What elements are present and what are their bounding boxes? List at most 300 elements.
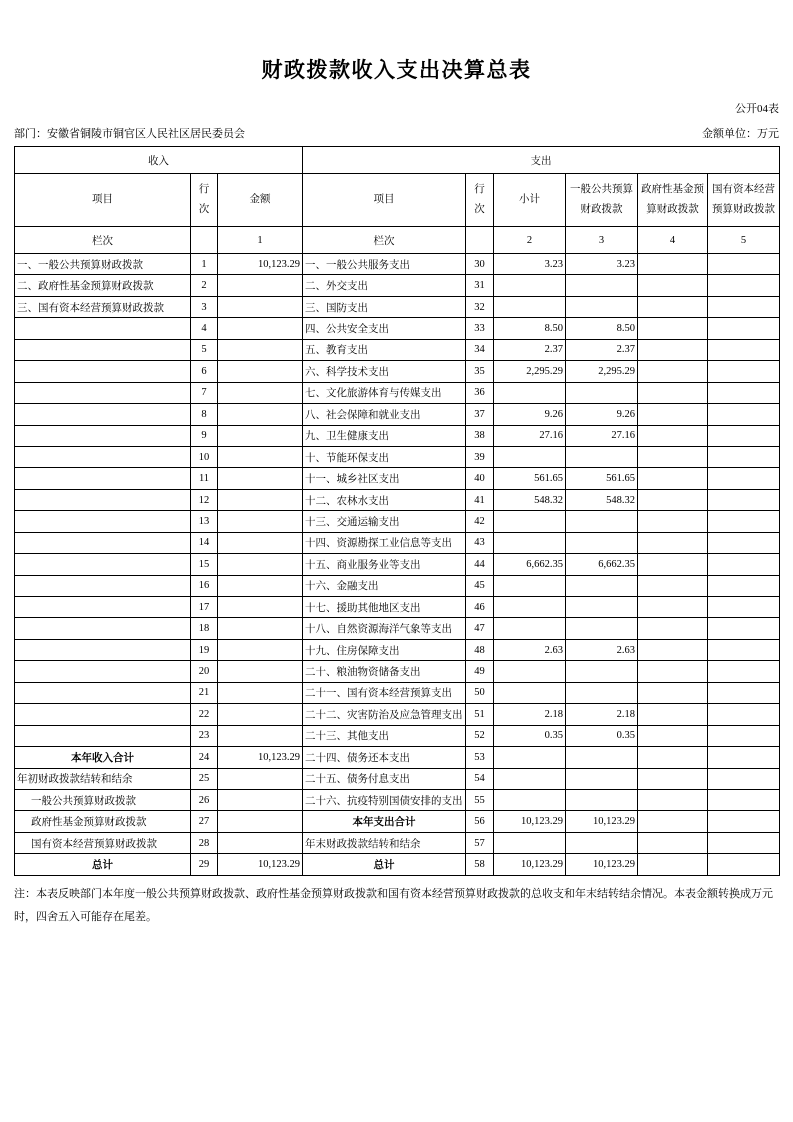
expense-line-no-cell: 31	[466, 275, 494, 296]
income-item-cell	[15, 704, 191, 725]
income-item-cell	[15, 404, 191, 425]
income-line-no-cell: 11	[191, 468, 218, 489]
income-amount-cell	[218, 511, 303, 532]
expense-item-cell: 六、科学技术支出	[303, 361, 466, 382]
expense-line-no-cell: 45	[466, 575, 494, 596]
table-row	[15, 811, 780, 832]
col-header-subtotal: 小计	[494, 174, 566, 227]
expense-state-capital-cell	[708, 489, 780, 510]
table-row	[15, 532, 780, 553]
col-header-state-capital: 国有资本经营预算财政拨款	[708, 174, 780, 227]
income-line-no-cell: 12	[191, 489, 218, 510]
expense-general-budget-cell	[566, 768, 638, 789]
expense-gov-fund-cell	[638, 446, 708, 467]
income-amount-cell	[218, 725, 303, 746]
expense-subtotal-cell: 561.65	[494, 468, 566, 489]
expense-general-budget-cell	[566, 575, 638, 596]
income-line-no-cell: 24	[191, 747, 218, 768]
expense-gov-fund-cell	[638, 597, 708, 618]
col-header-amount: 金额	[218, 174, 303, 227]
expense-item-cell: 十二、农林水支出	[303, 489, 466, 510]
expense-line-no-cell: 55	[466, 789, 494, 810]
lanci-income-label: 栏次	[15, 227, 191, 254]
expense-item-cell: 二十五、债务付息支出	[303, 768, 466, 789]
income-item-cell: 政府性基金预算财政拨款	[15, 811, 191, 832]
table-row	[15, 725, 780, 746]
expense-state-capital-cell	[708, 446, 780, 467]
expense-state-capital-cell	[708, 789, 780, 810]
expense-subtotal-cell: 2,295.29	[494, 361, 566, 382]
expense-gov-fund-cell	[638, 425, 708, 446]
expense-state-capital-cell	[708, 639, 780, 660]
expense-gov-fund-cell	[638, 854, 708, 875]
expense-general-budget-cell	[566, 446, 638, 467]
income-item-cell	[15, 318, 191, 339]
expense-subtotal-cell	[494, 747, 566, 768]
expense-item-cell: 二十二、灾害防治及应急管理支出	[303, 704, 466, 725]
expense-subtotal-cell: 8.50	[494, 318, 566, 339]
expense-general-budget-cell	[566, 682, 638, 703]
income-item-cell	[15, 361, 191, 382]
income-item-cell	[15, 661, 191, 682]
expense-subtotal-cell	[494, 575, 566, 596]
expense-general-budget-cell	[566, 789, 638, 810]
expense-state-capital-cell	[708, 597, 780, 618]
expense-subtotal-cell: 2.18	[494, 704, 566, 725]
expense-state-capital-cell	[708, 382, 780, 403]
income-amount-cell	[218, 704, 303, 725]
table-row	[15, 661, 780, 682]
income-item-cell	[15, 575, 191, 596]
expense-item-cell: 十八、自然资源海洋气象等支出	[303, 618, 466, 639]
expense-gov-fund-cell	[638, 554, 708, 575]
table-row	[15, 639, 780, 660]
income-item-cell: 二、政府性基金预算财政拨款	[15, 275, 191, 296]
income-item-cell	[15, 339, 191, 360]
expense-state-capital-cell	[708, 532, 780, 553]
expense-subtotal-cell: 10,123.29	[494, 854, 566, 875]
expense-item-cell: 二十、粮油物资储备支出	[303, 661, 466, 682]
expense-gov-fund-cell	[638, 661, 708, 682]
unit-label: 金额单位：万元	[702, 128, 779, 140]
income-line-no-cell: 25	[191, 768, 218, 789]
expense-line-no-cell: 51	[466, 704, 494, 725]
income-amount-cell	[218, 618, 303, 639]
income-line-no-cell: 15	[191, 554, 218, 575]
expense-line-no-cell: 32	[466, 296, 494, 317]
expense-general-budget-cell: 3.23	[566, 254, 638, 275]
expense-gov-fund-cell	[638, 339, 708, 360]
expense-gov-fund-cell	[638, 639, 708, 660]
expense-line-no-cell: 37	[466, 404, 494, 425]
expense-line-no-cell: 54	[466, 768, 494, 789]
expense-general-budget-cell	[566, 296, 638, 317]
income-line-no-cell: 8	[191, 404, 218, 425]
expense-gov-fund-cell	[638, 704, 708, 725]
expense-item-cell: 五、教育支出	[303, 339, 466, 360]
expense-general-budget-cell: 2.37	[566, 339, 638, 360]
income-amount-cell	[218, 404, 303, 425]
expense-subtotal-cell	[494, 446, 566, 467]
income-line-no-cell: 27	[191, 811, 218, 832]
expense-gov-fund-cell	[638, 789, 708, 810]
expense-subtotal-cell	[494, 597, 566, 618]
expense-item-cell: 十一、城乡社区支出	[303, 468, 466, 489]
income-amount-cell	[218, 597, 303, 618]
expense-item-cell: 四、公共安全支出	[303, 318, 466, 339]
col-header-general-budget: 一般公共预算财政拨款	[566, 174, 638, 227]
expense-line-no-cell: 36	[466, 382, 494, 403]
table-row	[15, 446, 780, 467]
table-row	[15, 554, 780, 575]
expense-subtotal-cell	[494, 296, 566, 317]
income-amount-cell	[218, 575, 303, 596]
income-amount-cell	[218, 811, 303, 832]
expense-state-capital-cell	[708, 318, 780, 339]
col-header-expense-line: 行次	[466, 174, 494, 227]
col-header-income-line: 行次	[191, 174, 218, 227]
income-line-no-cell: 26	[191, 789, 218, 810]
lanci-expense-line-blank	[466, 227, 494, 254]
income-amount-cell	[218, 361, 303, 382]
expense-general-budget-cell	[566, 661, 638, 682]
income-item-cell	[15, 597, 191, 618]
expense-gov-fund-cell	[638, 318, 708, 339]
expense-general-budget-cell: 548.32	[566, 489, 638, 510]
expense-general-budget-cell: 10,123.29	[566, 811, 638, 832]
expense-gov-fund-cell	[638, 296, 708, 317]
lanci-col-4: 4	[638, 227, 708, 254]
expense-item-cell: 十六、金融支出	[303, 575, 466, 596]
expense-gov-fund-cell	[638, 532, 708, 553]
expense-gov-fund-cell	[638, 275, 708, 296]
expense-state-capital-cell	[708, 254, 780, 275]
expense-general-budget-cell: 0.35	[566, 725, 638, 746]
income-line-no-cell: 13	[191, 511, 218, 532]
expense-item-cell: 七、文化旅游体育与传媒支出	[303, 382, 466, 403]
income-item-cell: 国有资本经营预算财政拨款	[15, 832, 191, 853]
income-line-no-cell: 22	[191, 704, 218, 725]
expense-gov-fund-cell	[638, 575, 708, 596]
income-amount-cell	[218, 768, 303, 789]
expense-state-capital-cell	[708, 554, 780, 575]
expense-state-capital-cell	[708, 339, 780, 360]
expense-subtotal-cell: 27.16	[494, 425, 566, 446]
expense-state-capital-cell	[708, 661, 780, 682]
expense-general-budget-cell	[566, 747, 638, 768]
note-text: 注：本表反映部门本年度一般公共预算财政拨款、政府性基金预算财政拨款和国有资本经营预算财政拨款的总收支和年末结转结余情况。本表金额转换成万元时，四舍五入可能存在尾差。	[14, 887, 773, 923]
lanci-col-2: 2	[494, 227, 566, 254]
expense-general-budget-cell: 9.26	[566, 404, 638, 425]
income-line-no-cell: 6	[191, 361, 218, 382]
income-item-cell	[15, 468, 191, 489]
income-amount-cell	[218, 661, 303, 682]
expense-subtotal-cell	[494, 682, 566, 703]
income-amount-cell	[218, 832, 303, 853]
expense-subtotal-cell	[494, 832, 566, 853]
fiscal-appropriation-table	[14, 146, 780, 876]
expense-item-cell: 十五、商业服务业等支出	[303, 554, 466, 575]
income-amount-cell	[218, 339, 303, 360]
column-header-row	[15, 174, 780, 227]
income-item-cell: 总计	[15, 854, 191, 875]
table-row	[15, 575, 780, 596]
income-item-cell	[15, 382, 191, 403]
income-amount-cell: 10,123.29	[218, 854, 303, 875]
expense-state-capital-cell	[708, 832, 780, 853]
expense-item-cell: 一、一般公共服务支出	[303, 254, 466, 275]
income-item-cell	[15, 639, 191, 660]
lanci-income-line-blank	[191, 227, 218, 254]
income-amount-cell	[218, 789, 303, 810]
expense-item-cell: 九、卫生健康支出	[303, 425, 466, 446]
expense-general-budget-cell: 2.18	[566, 704, 638, 725]
expense-general-budget-cell	[566, 832, 638, 853]
expense-item-cell: 二、外交支出	[303, 275, 466, 296]
income-line-no-cell: 5	[191, 339, 218, 360]
expense-item-cell: 十七、援助其他地区支出	[303, 597, 466, 618]
expense-state-capital-cell	[708, 747, 780, 768]
expense-subtotal-cell: 2.63	[494, 639, 566, 660]
table-row	[15, 425, 780, 446]
table-row	[15, 511, 780, 532]
income-amount-cell	[218, 468, 303, 489]
expense-line-no-cell: 30	[466, 254, 494, 275]
table-row	[15, 382, 780, 403]
table-row	[15, 339, 780, 360]
expense-item-cell: 十九、住房保障支出	[303, 639, 466, 660]
expense-line-no-cell: 53	[466, 747, 494, 768]
income-item-cell	[15, 446, 191, 467]
department-label: 部门：安徽省铜陵市铜官区人民社区居民委员会	[14, 128, 245, 140]
expense-gov-fund-cell	[638, 511, 708, 532]
income-amount-cell	[218, 275, 303, 296]
income-amount-cell	[218, 682, 303, 703]
table-row	[15, 704, 780, 725]
expense-item-cell: 年末财政拨款结转和结余	[303, 832, 466, 853]
expense-line-no-cell: 35	[466, 361, 494, 382]
table-row	[15, 618, 780, 639]
income-amount-cell: 10,123.29	[218, 747, 303, 768]
income-amount-cell	[218, 318, 303, 339]
income-line-no-cell: 29	[191, 854, 218, 875]
expense-item-cell: 二十一、国有资本经营预算支出	[303, 682, 466, 703]
table-row	[15, 747, 780, 768]
expense-line-no-cell: 42	[466, 511, 494, 532]
expense-item-cell: 本年支出合计	[303, 811, 466, 832]
expense-item-cell: 二十三、其他支出	[303, 725, 466, 746]
table-row	[15, 597, 780, 618]
expense-general-budget-cell: 10,123.29	[566, 854, 638, 875]
income-amount-cell	[218, 532, 303, 553]
expense-section-header: 支出	[303, 147, 780, 174]
expense-subtotal-cell	[494, 789, 566, 810]
table-code-label: 公开04表	[735, 103, 779, 115]
table-row	[15, 404, 780, 425]
expense-state-capital-cell	[708, 575, 780, 596]
expense-gov-fund-cell	[638, 468, 708, 489]
page-title: 财政拨款收入支出决算总表	[261, 59, 532, 82]
expense-state-capital-cell	[708, 468, 780, 489]
income-line-no-cell: 21	[191, 682, 218, 703]
table-row	[15, 361, 780, 382]
income-item-cell: 本年收入合计	[15, 747, 191, 768]
income-amount-cell	[218, 489, 303, 510]
expense-state-capital-cell	[708, 768, 780, 789]
expense-general-budget-cell	[566, 511, 638, 532]
expense-subtotal-cell: 6,662.35	[494, 554, 566, 575]
expense-item-cell: 十、节能环保支出	[303, 446, 466, 467]
income-line-no-cell: 7	[191, 382, 218, 403]
income-line-no-cell: 18	[191, 618, 218, 639]
expense-line-no-cell: 58	[466, 854, 494, 875]
income-amount-cell	[218, 425, 303, 446]
expense-line-no-cell: 49	[466, 661, 494, 682]
expense-line-no-cell: 39	[466, 446, 494, 467]
expense-state-capital-cell	[708, 275, 780, 296]
expense-general-budget-cell: 561.65	[566, 468, 638, 489]
table-row	[15, 768, 780, 789]
expense-subtotal-cell: 2.37	[494, 339, 566, 360]
expense-item-cell: 二十四、债务还本支出	[303, 747, 466, 768]
expense-general-budget-cell	[566, 532, 638, 553]
income-item-cell	[15, 511, 191, 532]
expense-item-cell: 二十六、抗疫特别国债安排的支出	[303, 789, 466, 810]
expense-subtotal-cell: 3.23	[494, 254, 566, 275]
expense-subtotal-cell	[494, 382, 566, 403]
income-amount-cell	[218, 296, 303, 317]
table-row	[15, 682, 780, 703]
expense-general-budget-cell	[566, 618, 638, 639]
income-line-no-cell: 1	[191, 254, 218, 275]
income-line-no-cell: 16	[191, 575, 218, 596]
lanci-expense-label: 栏次	[303, 227, 466, 254]
expense-item-cell: 总计	[303, 854, 466, 875]
income-line-no-cell: 14	[191, 532, 218, 553]
expense-subtotal-cell	[494, 511, 566, 532]
lanci-col-1: 1	[218, 227, 303, 254]
expense-general-budget-cell: 6,662.35	[566, 554, 638, 575]
expense-state-capital-cell	[708, 425, 780, 446]
expense-item-cell: 三、国防支出	[303, 296, 466, 317]
expense-subtotal-cell	[494, 661, 566, 682]
income-line-no-cell: 28	[191, 832, 218, 853]
expense-state-capital-cell	[708, 404, 780, 425]
expense-line-no-cell: 33	[466, 318, 494, 339]
expense-general-budget-cell: 27.16	[566, 425, 638, 446]
expense-subtotal-cell: 10,123.29	[494, 811, 566, 832]
income-item-cell: 三、国有资本经营预算财政拨款	[15, 296, 191, 317]
expense-state-capital-cell	[708, 811, 780, 832]
expense-general-budget-cell: 2,295.29	[566, 361, 638, 382]
income-line-no-cell: 3	[191, 296, 218, 317]
expense-state-capital-cell	[708, 854, 780, 875]
expense-gov-fund-cell	[638, 489, 708, 510]
expense-gov-fund-cell	[638, 382, 708, 403]
income-item-cell: 一般公共预算财政拨款	[15, 789, 191, 810]
expense-gov-fund-cell	[638, 768, 708, 789]
expense-general-budget-cell	[566, 597, 638, 618]
income-line-no-cell: 4	[191, 318, 218, 339]
income-amount-cell: 10,123.29	[218, 254, 303, 275]
table-row	[15, 468, 780, 489]
expense-gov-fund-cell	[638, 832, 708, 853]
expense-line-no-cell: 46	[466, 597, 494, 618]
table-row	[15, 789, 780, 810]
table-row	[15, 296, 780, 317]
expense-gov-fund-cell	[638, 254, 708, 275]
income-amount-cell	[218, 446, 303, 467]
income-item-cell	[15, 618, 191, 639]
lanci-col-5: 5	[708, 227, 780, 254]
expense-line-no-cell: 47	[466, 618, 494, 639]
table-row	[15, 489, 780, 510]
expense-state-capital-cell	[708, 296, 780, 317]
expense-subtotal-cell: 548.32	[494, 489, 566, 510]
expense-state-capital-cell	[708, 618, 780, 639]
expense-line-no-cell: 43	[466, 532, 494, 553]
meta-row	[14, 125, 779, 141]
income-line-no-cell: 23	[191, 725, 218, 746]
expense-state-capital-cell	[708, 682, 780, 703]
expense-subtotal-cell	[494, 768, 566, 789]
expense-gov-fund-cell	[638, 361, 708, 382]
expense-gov-fund-cell	[638, 682, 708, 703]
col-header-expense-item: 项目	[303, 174, 466, 227]
income-line-no-cell: 2	[191, 275, 218, 296]
column-index-row	[15, 227, 780, 254]
expense-gov-fund-cell	[638, 747, 708, 768]
expense-subtotal-cell	[494, 275, 566, 296]
expense-line-no-cell: 52	[466, 725, 494, 746]
income-line-no-cell: 10	[191, 446, 218, 467]
expense-state-capital-cell	[708, 511, 780, 532]
expense-line-no-cell: 48	[466, 639, 494, 660]
table-row	[15, 854, 780, 875]
income-line-no-cell: 17	[191, 597, 218, 618]
section-header-row	[15, 147, 780, 174]
expense-state-capital-cell	[708, 704, 780, 725]
expense-general-budget-cell	[566, 275, 638, 296]
income-section-header: 收入	[15, 147, 303, 174]
income-amount-cell	[218, 382, 303, 403]
expense-general-budget-cell: 8.50	[566, 318, 638, 339]
income-item-cell	[15, 532, 191, 553]
expense-subtotal-cell: 0.35	[494, 725, 566, 746]
income-item-cell	[15, 425, 191, 446]
expense-item-cell: 八、社会保障和就业支出	[303, 404, 466, 425]
expense-subtotal-cell: 9.26	[494, 404, 566, 425]
expense-line-no-cell: 44	[466, 554, 494, 575]
expense-item-cell: 十四、资源勘探工业信息等支出	[303, 532, 466, 553]
expense-gov-fund-cell	[638, 618, 708, 639]
col-header-gov-fund: 政府性基金预算财政拨款	[638, 174, 708, 227]
income-line-no-cell: 19	[191, 639, 218, 660]
expense-subtotal-cell	[494, 532, 566, 553]
expense-line-no-cell: 50	[466, 682, 494, 703]
income-item-cell: 一、一般公共预算财政拨款	[15, 254, 191, 275]
expense-gov-fund-cell	[638, 811, 708, 832]
income-item-cell	[15, 489, 191, 510]
income-line-no-cell: 20	[191, 661, 218, 682]
table-row	[15, 275, 780, 296]
expense-general-budget-cell	[566, 382, 638, 403]
col-header-income-item: 项目	[15, 174, 191, 227]
income-amount-cell	[218, 554, 303, 575]
expense-line-no-cell: 56	[466, 811, 494, 832]
income-line-no-cell: 9	[191, 425, 218, 446]
income-item-cell	[15, 725, 191, 746]
